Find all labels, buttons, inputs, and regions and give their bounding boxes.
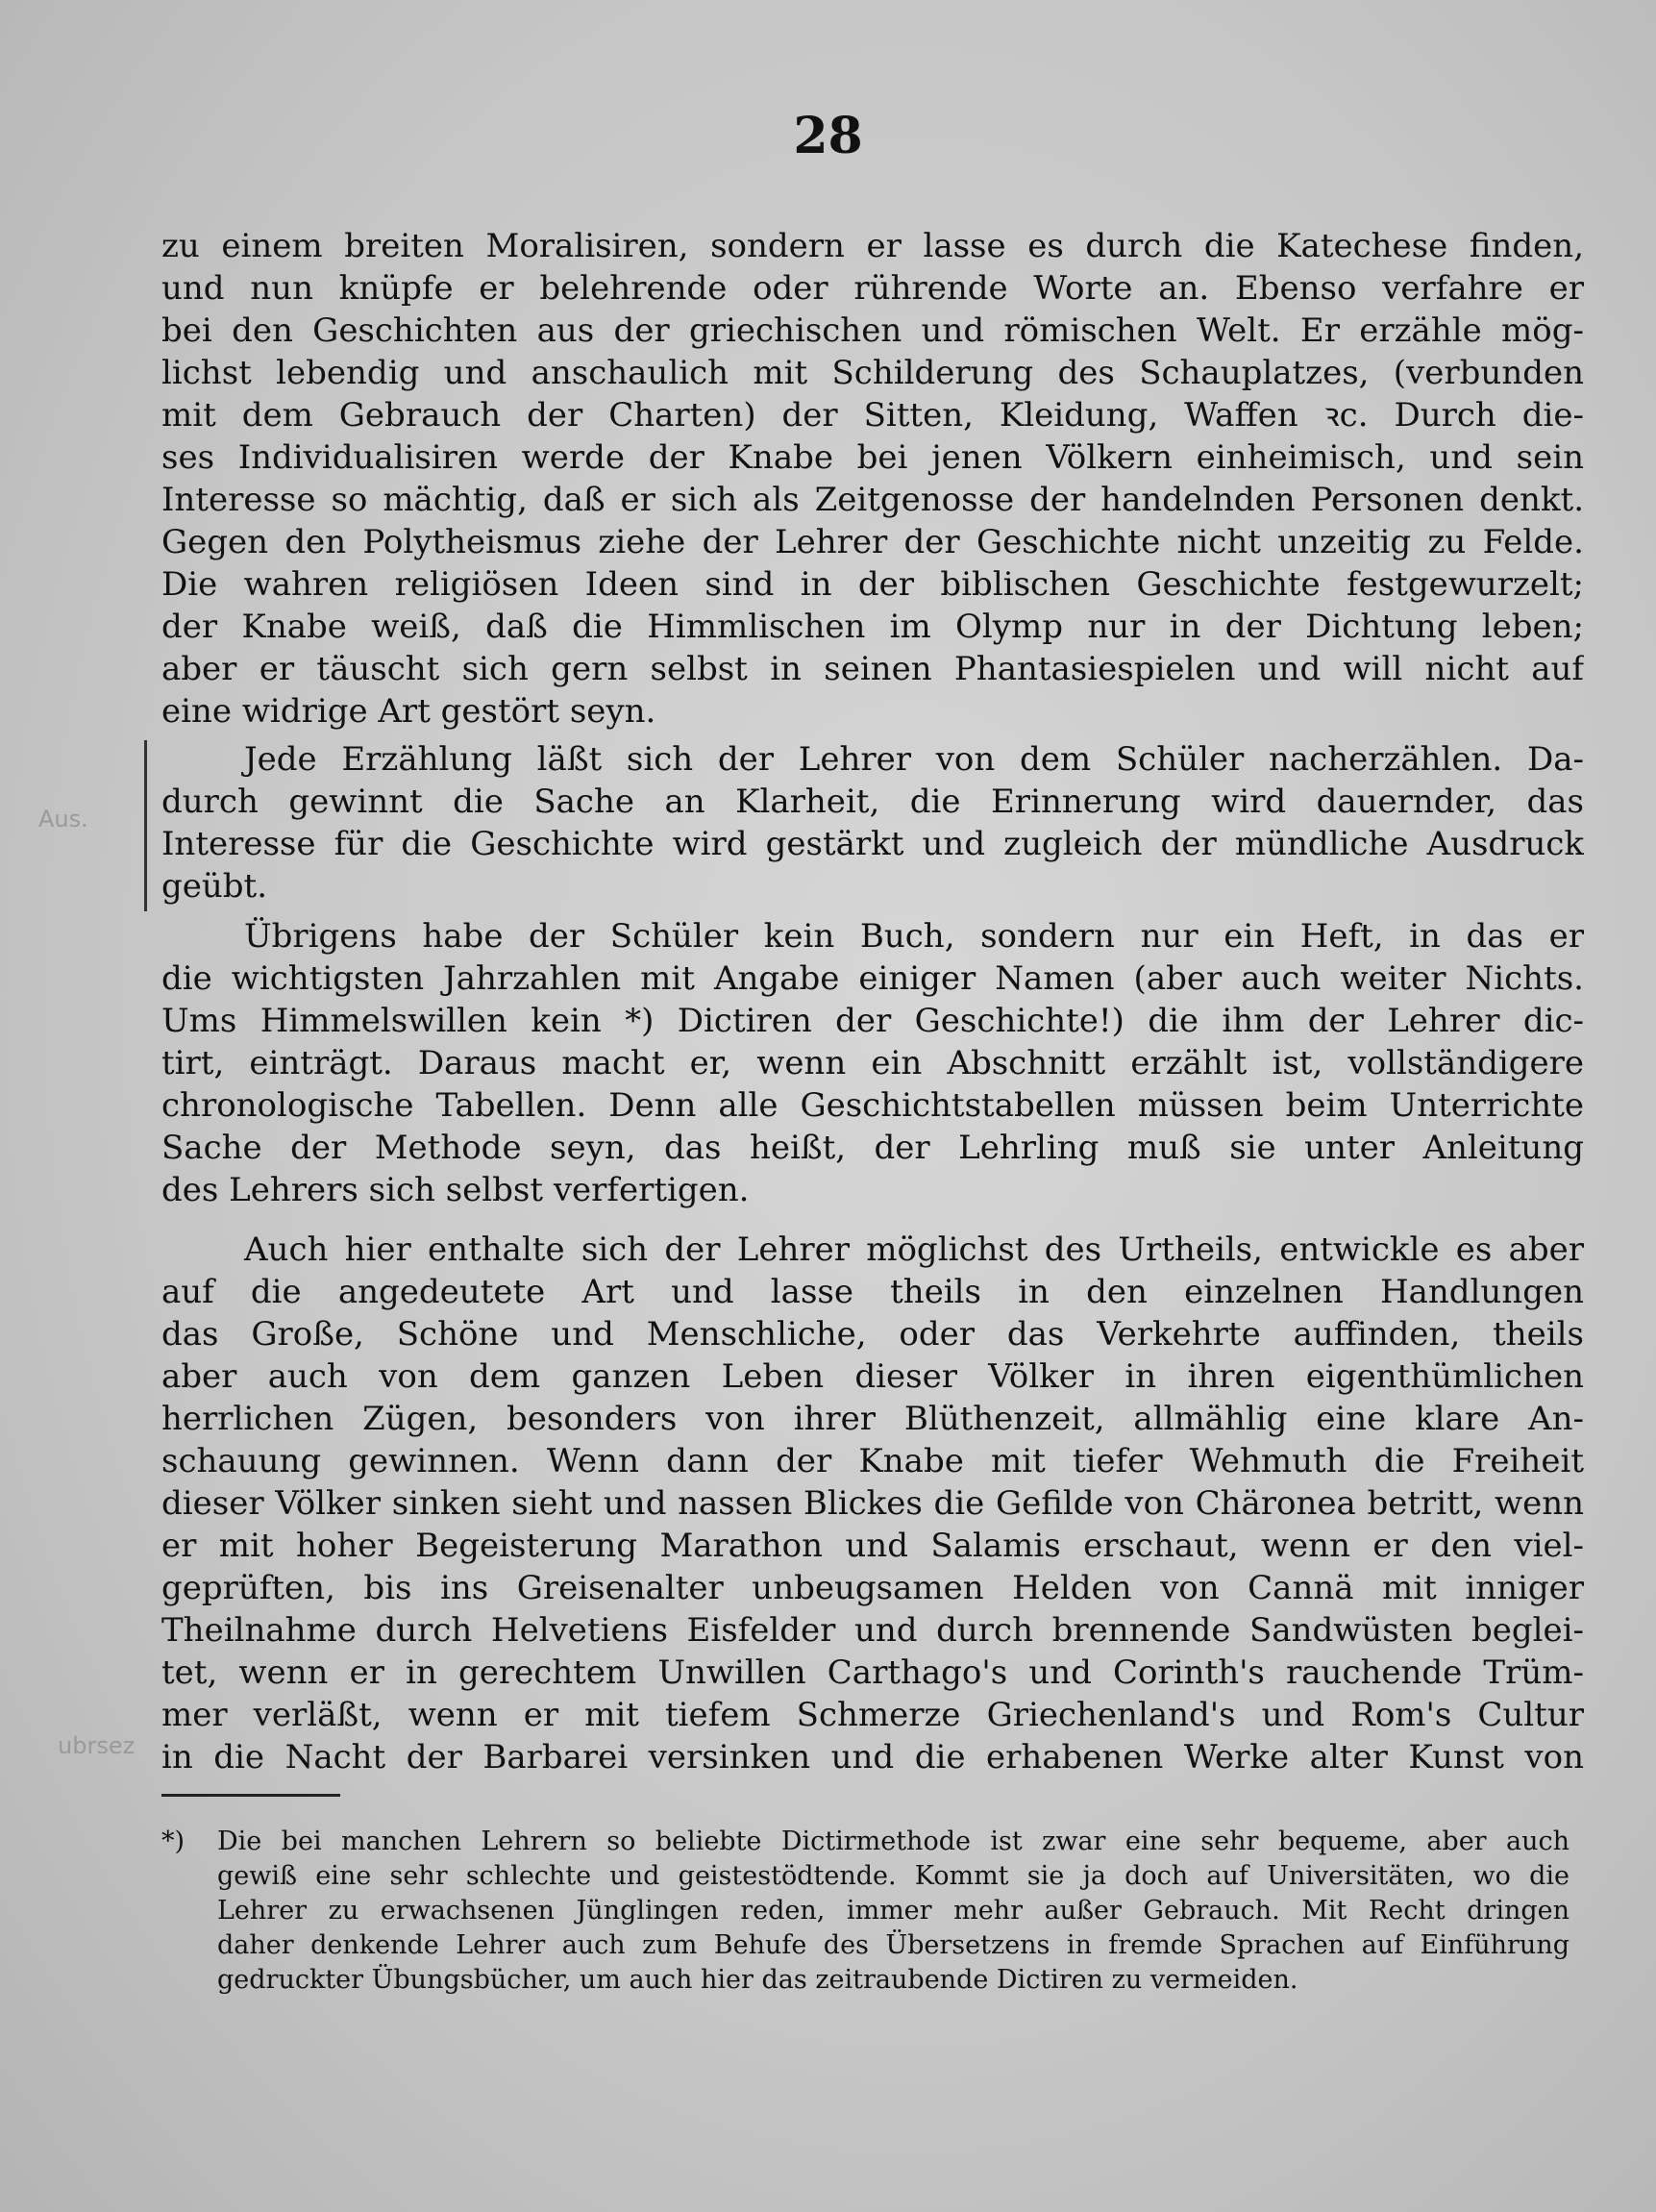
text-line: mit dem Gebrauch der Charten) der Sitten, Kleidung, Waffen ꝛc. Durch die- bbox=[161, 396, 1584, 435]
footnote bbox=[161, 1825, 1569, 1998]
footnote-line bbox=[161, 1825, 1569, 1859]
text-line: geprüften, bis ins Greisenalter unbeugsamen Helden von Cannä mit inniger bbox=[161, 1569, 1584, 1607]
text-line: chronologische Tabellen. Denn alle Geschichtstabellen müssen beim Unterrichte bbox=[161, 1086, 1584, 1125]
text-line: dieser Völker sinken sieht und nassen Blickes die Gefilde von Chäronea betritt, wenn bbox=[161, 1484, 1584, 1523]
text-line: Die wahren religiösen Ideen sind in der biblischen Geschichte festgewurzelt; bbox=[161, 565, 1584, 604]
text-line: in die Nacht der Barbarei versinken und die erhabenen Werke alter Kunst von bbox=[161, 1738, 1584, 1777]
text-line: tet, wenn er in gerechtem Unwillen Carthago's und Corinth's rauchende Trüm- bbox=[161, 1653, 1584, 1692]
text-line: tirt, einträgt. Daraus macht er, wenn ein Abschnitt erzählt ist, vollständigere bbox=[161, 1044, 1584, 1082]
text-line: durch gewinnt die Sache an Klarheit, die Erinnerung wird dauernder, das bbox=[161, 783, 1584, 821]
margin-note: ubrsez bbox=[58, 1732, 136, 1759]
text-line: bei den Geschichten aus der griechischen und römischen Welt. Er erzähle mög- bbox=[161, 311, 1584, 350]
text-line: geübt. bbox=[161, 867, 268, 906]
text-line: zu einem breiten Moralisiren, sondern er lasse es durch die Katechese finden, bbox=[161, 227, 1584, 265]
text-line: der Knabe weiß, daß die Himmlischen im Olymp nur in der Dichtung leben; bbox=[161, 608, 1584, 646]
footnote-line: gedruckter Übungsbücher, um auch hier das zeitraubende Dictiren zu vermeiden. bbox=[217, 1965, 1298, 1995]
text-line: Theilnahme durch Helvetiens Eisfelder und durch brennende Sandwüsten beglei- bbox=[161, 1611, 1584, 1650]
paragraph-3 bbox=[161, 915, 1584, 1211]
text-line: Auch hier enthalte sich der Lehrer möglichst des Urtheils, entwickle es aber bbox=[244, 1230, 1584, 1269]
text-line: ses Individualisiren werde der Knabe bei jenen Völkern einheimisch, und sein bbox=[161, 438, 1584, 477]
text-line: Jede Erzählung läßt sich der Lehrer von dem Schüler nacherzählen. Da- bbox=[244, 740, 1584, 779]
margin-note: Aus. bbox=[38, 806, 88, 833]
text-line: des Lehrers sich selbst verfertigen. bbox=[161, 1171, 750, 1209]
paragraph-4 bbox=[161, 1229, 1584, 1778]
text-line: auf die angedeutete Art und lasse theils in den einzelnen Handlungen bbox=[161, 1273, 1584, 1311]
text-line: Gegen den Polytheismus ziehe der Lehrer der Geschichte nicht unzeitig zu Felde. bbox=[161, 523, 1584, 561]
text-line: Interesse für die Geschichte wird gestärkt und zugleich der mündliche Ausdruck bbox=[161, 825, 1584, 863]
text-line: er mit hoher Begeisterung Marathon und Salamis erschaut, wenn er den viel- bbox=[161, 1527, 1584, 1565]
margin-pencil-mark bbox=[144, 740, 147, 911]
text-line: das Große, Schöne und Menschliche, oder das Verkehrte auffinden, theils bbox=[161, 1315, 1584, 1354]
footnote-line: daher denkende Lehrer auch zum Behufe des Übersetzens in fremde Sprachen auf Einführung bbox=[217, 1930, 1569, 1960]
text-line: die wichtigsten Jahrzahlen mit Angabe einiger Namen (aber auch weiter Nichts. bbox=[161, 959, 1584, 998]
paragraph-2 bbox=[161, 738, 1584, 907]
paragraph-1 bbox=[161, 225, 1584, 733]
text-line: Ums Himmelswillen kein *) Dictiren der Geschichte!) die ihm der Lehrer dic- bbox=[161, 1002, 1584, 1040]
footnote-line: Lehrer zu erwachsenen Jünglingen reden, immer mehr außer Gebrauch. Mit Recht dringen bbox=[217, 1896, 1569, 1926]
text-line: und nun knüpfe er belehrende oder rührende Worte an. Ebenso verfahre er bbox=[161, 269, 1584, 308]
text-line: Sache der Methode seyn, das heißt, der Lehrling muß sie unter Anleitung bbox=[161, 1129, 1584, 1167]
text-line: aber auch von dem ganzen Leben dieser Völker in ihren eigenthümlichen bbox=[161, 1357, 1584, 1396]
footnote-rule bbox=[161, 1794, 340, 1797]
text-line: lichst lebendig und anschaulich mit Schilderung des Schauplatzes, (verbunden bbox=[161, 354, 1584, 392]
text-line: Interesse so mächtig, daß er sich als Zeitgenosse der handelnden Personen denkt. bbox=[161, 481, 1584, 519]
text-line: mer verläßt, wenn er mit tiefem Schmerze Griechenland's und Rom's Cultur bbox=[161, 1696, 1584, 1734]
text-line: eine widrige Art gestört seyn. bbox=[161, 692, 656, 731]
text-line: herrlichen Zügen, besonders von ihrer Blüthenzeit, allmählig eine klare An- bbox=[161, 1400, 1584, 1438]
footnote-marker: *) bbox=[161, 1827, 185, 1856]
text-line: schauung gewinnen. Wenn dann der Knabe mit tiefer Wehmuth die Freiheit bbox=[161, 1442, 1584, 1480]
page-number: 28 bbox=[793, 107, 863, 165]
text-line: aber er täuscht sich gern selbst in seinen Phantasiespielen und will nicht auf bbox=[161, 650, 1584, 688]
text-line: Übrigens habe der Schüler kein Buch, sondern nur ein Heft, in das er bbox=[244, 917, 1584, 956]
footnote-line: gewiß eine sehr schlechte und geistestödtende. Kommt sie ja doch auf Universitäten, wo die bbox=[217, 1861, 1569, 1891]
footnote-text: Die bei manchen Lehrern so beliebte Dictirmethode ist zwar eine sehr bequeme, aber auch bbox=[217, 1827, 1569, 1856]
